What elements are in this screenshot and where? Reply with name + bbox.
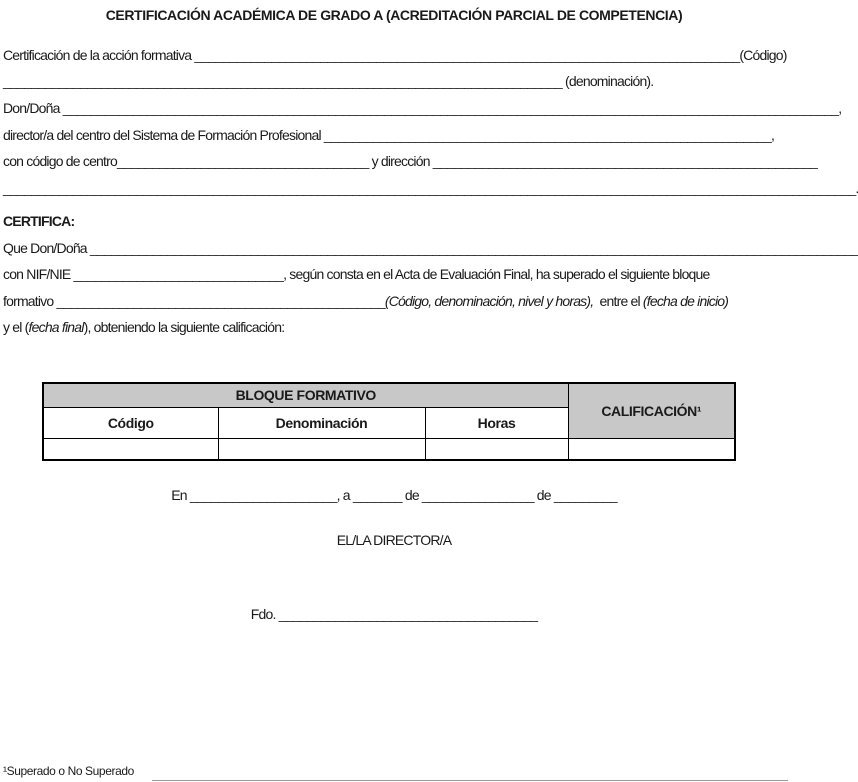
fecha-inicio-hint: (fecha de inicio) (642, 293, 729, 309)
table-cell-codigo (43, 438, 218, 460)
footnote: ¹Superado o No Superado (3, 764, 134, 778)
intro-line-1-label: Certificación de la acción formativa (3, 47, 195, 63)
intro-line-1-suffix: (Código) (739, 47, 787, 63)
nif-nie-label: con NIF/NIE (3, 266, 74, 282)
direccion-continuation-line (3, 180, 856, 196)
nif-nie-blank: ______________________________ (73, 266, 284, 282)
formativo-label: formativo (3, 293, 57, 309)
director-centro-label: director/a del centro del Sistema de Formación Profesional (3, 127, 324, 143)
bloque-formativo-line (3, 293, 785, 309)
director-centro-line (3, 127, 785, 143)
don-dona-name-blank: _______________________________________________________________________________________________________________ (62, 100, 839, 116)
codigo-direccion-line (3, 153, 818, 169)
calificacion-text: ), obteniendo la siguiente calificación: (83, 319, 285, 335)
director-role-title: EL/LA DIRECTOR/A (336, 532, 452, 548)
day-blank: _______ (352, 487, 402, 503)
y-el-text: y el ( (3, 319, 29, 335)
codigo-centro-label: con código de centro (3, 153, 117, 169)
fecha-final-line (3, 319, 785, 335)
de-label-1: de (401, 487, 422, 503)
intro-line-2 (3, 73, 785, 89)
en-label: En (171, 487, 190, 503)
direccion-blank-2: __________________________________________________________________________________________________________________________ (3, 180, 856, 196)
don-dona-label: Don/Doña (3, 100, 63, 116)
intro-line-1 (3, 47, 785, 63)
table-cell-denominacion (218, 438, 425, 460)
codigo-centro-blank: ____________________________________ (116, 153, 369, 169)
fecha-final-hint: fecha final (28, 319, 84, 335)
page-edge-line (152, 780, 788, 781)
page-title: CERTIFICACIÓN ACADÉMICA DE GRADO A (ACREDITACIÓN PARCIAL DE COMPETENCIA) (105, 7, 683, 23)
director-centro-comma: , (771, 127, 775, 143)
table-cell-calificacion (568, 438, 735, 460)
entre-el-text: entre el (593, 293, 643, 309)
bloque-formativo-blank: _______________________________________________ (56, 293, 385, 309)
month-blank: ________________ (421, 487, 534, 503)
date-place-line (3, 487, 785, 503)
place-blank: _____________________ (189, 487, 337, 503)
intro-line-2-suffix: (denominación). (561, 73, 654, 89)
year-blank: _________ (553, 487, 617, 503)
table-group-header-row (43, 383, 735, 407)
bloque-formativo-header: BLOQUE FORMATIVO (43, 383, 568, 407)
grades-table (42, 382, 736, 461)
denominacion-blank: ________________________________________________________________________________ (3, 73, 562, 89)
que-don-dona-label: Que Don/Doña (3, 240, 90, 256)
acta-evaluacion-text: , según consta en el Acta de Evaluación Final, ha superado el siguiente bloque (283, 266, 710, 282)
centro-nombre-blank: ________________________________________________________________ (323, 127, 771, 143)
fdo-line (3, 606, 785, 622)
fdo-label: Fdo. (250, 606, 279, 622)
a-label: , a (336, 487, 353, 503)
certifica-heading: CERTIFICA: (3, 213, 75, 229)
column-header-denominacion: Denominación (218, 407, 425, 438)
direccion-blank: _______________________________________________________ (432, 153, 818, 169)
accion-formativa-codigo-blank: ______________________________________________________________________________ (194, 47, 740, 63)
calificacion-header: CALIFICACIÓN¹ (568, 383, 735, 438)
table-row (43, 438, 735, 460)
que-don-dona-line (3, 240, 858, 256)
column-header-codigo: Código (43, 407, 218, 438)
direccion-label: y dirección (368, 153, 433, 169)
column-header-horas: Horas (425, 407, 568, 438)
de-label-2: de (533, 487, 554, 503)
signature-blank: _____________________________________ (278, 606, 538, 622)
don-dona-line (3, 100, 842, 116)
nif-nie-line (3, 266, 785, 282)
codigo-denominacion-hint: (Código, denominación, nivel y horas), (384, 293, 594, 309)
don-dona-comma: , (838, 100, 842, 116)
table-cell-horas (425, 438, 568, 460)
alumno-nombre-blank: ______________________________________________________________________________________________________________ (89, 240, 858, 256)
